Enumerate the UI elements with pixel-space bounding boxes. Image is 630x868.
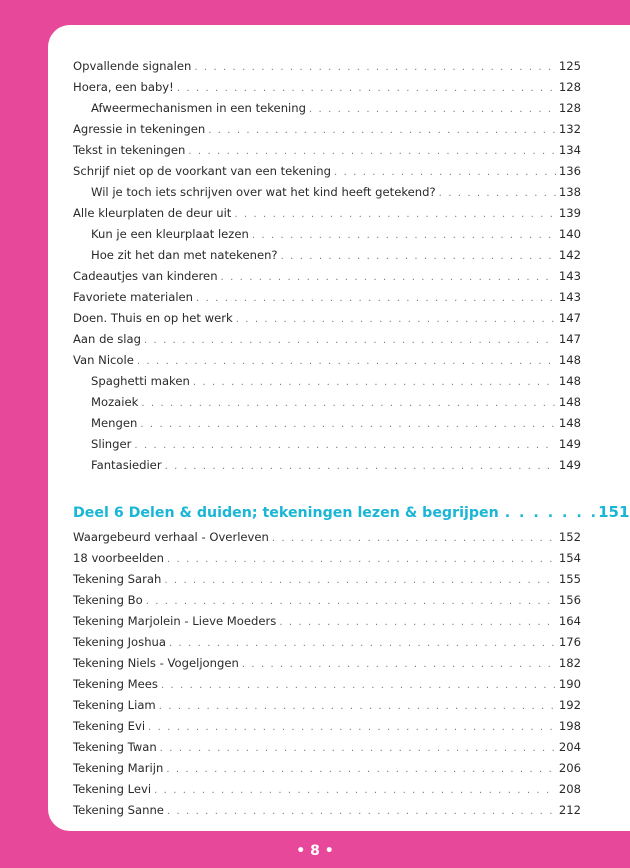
toc-entry-label: Agressie in tekeningen <box>73 122 206 136</box>
toc-entry-page: 182 <box>558 656 581 670</box>
toc-entry-label: Alle kleurplaten de deur uit <box>73 206 232 220</box>
toc-leader-dots <box>439 183 556 204</box>
toc-entry-label: Tekening Levi <box>73 782 152 796</box>
toc-entry-page: 148 <box>558 395 581 409</box>
toc-entry[interactable] <box>73 632 581 653</box>
toc-entry[interactable] <box>73 182 581 203</box>
toc-leader-dots <box>193 372 556 393</box>
section-heading[interactable] <box>73 497 630 527</box>
toc-entry[interactable] <box>73 434 581 455</box>
toc-entry-label: Van Nicole <box>73 353 134 367</box>
toc-entry[interactable] <box>73 779 581 800</box>
toc-entry[interactable] <box>73 77 581 98</box>
toc-entry-label: Tekening Sarah <box>73 572 162 586</box>
toc-entry-page: 147 <box>558 311 581 325</box>
toc-leader-dots <box>164 570 556 591</box>
section-heading-dots: . . . . . . . <box>504 505 599 521</box>
toc-entry[interactable] <box>73 590 581 611</box>
toc-entry-label: Spaghetti maken <box>91 374 190 388</box>
toc-entry-label: Favoriete materialen <box>73 290 194 304</box>
toc-entry-page: 140 <box>558 227 581 241</box>
toc-entry-page: 143 <box>558 290 581 304</box>
toc-leader-dots <box>281 246 556 267</box>
toc-entry-label: Cadeautjes van kinderen <box>73 269 218 283</box>
toc-leader-dots <box>236 309 556 330</box>
toc-entry[interactable] <box>73 392 581 413</box>
toc-leader-dots <box>188 141 556 162</box>
toc-entry-page: 148 <box>558 374 581 388</box>
toc-entry-page: 206 <box>558 761 581 775</box>
toc-leader-dots <box>334 162 556 183</box>
toc-leader-dots <box>208 120 556 141</box>
toc-entry-page: 198 <box>558 719 581 733</box>
toc-entry[interactable] <box>73 140 581 161</box>
toc-entry[interactable] <box>73 329 581 350</box>
toc-entry-label: Kun je een kleurplaat lezen <box>91 227 249 241</box>
toc-entry-label: Tekening Joshua <box>73 635 166 649</box>
toc-leader-dots <box>167 549 556 570</box>
toc-entry-page: 154 <box>558 551 581 565</box>
toc-leader-dots <box>196 288 556 309</box>
toc-entry-page: 152 <box>558 530 581 544</box>
toc-entry-page: 212 <box>558 803 581 817</box>
toc-entry-label: Waargebeurd verhaal - Overleven <box>73 530 269 544</box>
toc-entry-page: 190 <box>558 677 581 691</box>
toc-entry[interactable] <box>73 548 581 569</box>
toc-leader-dots <box>140 414 556 435</box>
toc-leader-dots <box>167 801 556 822</box>
toc-entry-page: 134 <box>558 143 581 157</box>
toc-entry[interactable] <box>73 527 581 548</box>
toc-leader-dots <box>272 528 556 549</box>
toc-entry-label: Hoe zit het dan met natekenen? <box>91 248 278 262</box>
toc-entry-label: Aan de slag <box>73 332 141 346</box>
toc-leader-dots <box>146 591 556 612</box>
toc-leader-dots <box>148 717 556 738</box>
toc-entry[interactable] <box>73 119 581 140</box>
table-of-contents <box>73 56 630 821</box>
toc-entry-page: 208 <box>558 782 581 796</box>
toc-entry[interactable] <box>73 308 581 329</box>
toc-entry[interactable] <box>73 203 581 224</box>
toc-leader-dots <box>242 654 556 675</box>
toc-leader-dots <box>159 696 556 717</box>
toc-entry[interactable] <box>73 455 581 476</box>
toc-leader-dots <box>252 225 556 246</box>
toc-leader-dots <box>169 633 556 654</box>
toc-leader-dots <box>134 435 555 456</box>
toc-entry[interactable] <box>73 350 581 371</box>
toc-entry[interactable] <box>73 161 581 182</box>
toc-entry-label: Tekst in tekeningen <box>73 143 186 157</box>
toc-entry[interactable] <box>73 653 581 674</box>
toc-entry[interactable] <box>73 224 581 245</box>
toc-leader-dots <box>194 57 556 78</box>
section-spacer <box>73 476 581 497</box>
toc-entry[interactable] <box>73 56 581 77</box>
section-heading-page: 151 <box>598 503 630 521</box>
toc-entry-label: Fantasiedier <box>91 458 162 472</box>
toc-leader-dots <box>144 330 556 351</box>
toc-part-1 <box>73 56 581 476</box>
toc-leader-dots <box>177 78 556 99</box>
toc-entry-label: Hoera, een baby! <box>73 80 174 94</box>
toc-entry-page: 149 <box>558 437 581 451</box>
toc-leader-dots <box>221 267 556 288</box>
toc-entry-page: 125 <box>558 59 581 73</box>
toc-leader-dots <box>234 204 556 225</box>
section-heading-label: Deel 6 Delen & duiden; tekeningen lezen & begrijpen <box>73 505 499 521</box>
toc-entry[interactable] <box>73 245 581 266</box>
toc-entry-page: 176 <box>558 635 581 649</box>
toc-entry-label: Slinger <box>91 437 132 451</box>
toc-entry[interactable] <box>73 737 581 758</box>
toc-entry-label: Tekening Twan <box>73 740 157 754</box>
toc-entry-label: Tekening Marijn <box>73 761 164 775</box>
toc-entry[interactable] <box>73 413 581 434</box>
toc-entry-page: 155 <box>558 572 581 586</box>
toc-entry[interactable] <box>73 758 581 779</box>
toc-entry-label: Tekening Evi <box>73 719 146 733</box>
toc-leader-dots <box>141 393 556 414</box>
toc-entry[interactable] <box>73 695 581 716</box>
toc-entry-label: Opvallende signalen <box>73 59 192 73</box>
toc-entry-page: 143 <box>558 269 581 283</box>
toc-entry-page: 147 <box>558 332 581 346</box>
toc-entry-label: Tekening Niels - Vogeljongen <box>73 656 239 670</box>
toc-entry-page: 164 <box>558 614 581 628</box>
toc-entry-page: 128 <box>558 101 581 115</box>
toc-entry-label: Tekening Liam <box>73 698 156 712</box>
toc-part-2 <box>73 527 581 821</box>
toc-leader-dots <box>166 759 556 780</box>
toc-leader-dots <box>160 738 556 759</box>
toc-entry-label: Mozaiek <box>91 395 139 409</box>
toc-entry-page: 132 <box>558 122 581 136</box>
toc-leader-dots <box>154 780 556 801</box>
toc-leader-dots <box>279 612 556 633</box>
toc-entry[interactable] <box>73 371 581 392</box>
toc-entry[interactable] <box>73 266 581 287</box>
toc-entry-page: 139 <box>558 206 581 220</box>
toc-entry-page: 156 <box>558 593 581 607</box>
toc-leader-dots <box>309 99 556 120</box>
toc-entry-page: 136 <box>558 164 581 178</box>
toc-entry-page: 138 <box>558 185 581 199</box>
toc-entry-page: 148 <box>558 416 581 430</box>
toc-entry-label: Mengen <box>91 416 138 430</box>
toc-entry-page: 148 <box>558 353 581 367</box>
toc-entry[interactable] <box>73 98 581 119</box>
toc-entry[interactable] <box>73 716 581 737</box>
toc-entry-label: Afweermechanismen in een tekening <box>91 101 306 115</box>
toc-entry-label: Tekening Mees <box>73 677 158 691</box>
toc-entry-label: Tekening Sanne <box>73 803 164 817</box>
toc-entry-page: 204 <box>558 740 581 754</box>
toc-entry[interactable] <box>73 800 581 821</box>
toc-entry-page: 142 <box>558 248 581 262</box>
toc-entry-label: Schrijf niet op de voorkant van een tekening <box>73 164 332 178</box>
toc-leader-dots <box>137 351 556 372</box>
toc-entry[interactable] <box>73 611 581 632</box>
toc-entry[interactable] <box>73 287 581 308</box>
toc-entry[interactable] <box>73 674 581 695</box>
toc-entry-label: Wil je toch iets schrijven over wat het kind heeft getekend? <box>91 185 436 199</box>
toc-page <box>48 25 630 831</box>
toc-entry-label: 18 voorbeelden <box>73 551 164 565</box>
toc-entry-page: 149 <box>558 458 581 472</box>
toc-entry-label: Doen. Thuis en op het werk <box>73 311 233 325</box>
page-number: • 8 • <box>296 843 334 859</box>
toc-leader-dots <box>165 456 556 477</box>
toc-leader-dots <box>161 675 556 696</box>
toc-entry-page: 192 <box>558 698 581 712</box>
toc-entry-page: 128 <box>558 80 581 94</box>
toc-entry-label: Tekening Marjolein - Lieve Moeders <box>73 614 277 628</box>
toc-entry-label: Tekening Bo <box>73 593 143 607</box>
toc-entry[interactable] <box>73 569 581 590</box>
